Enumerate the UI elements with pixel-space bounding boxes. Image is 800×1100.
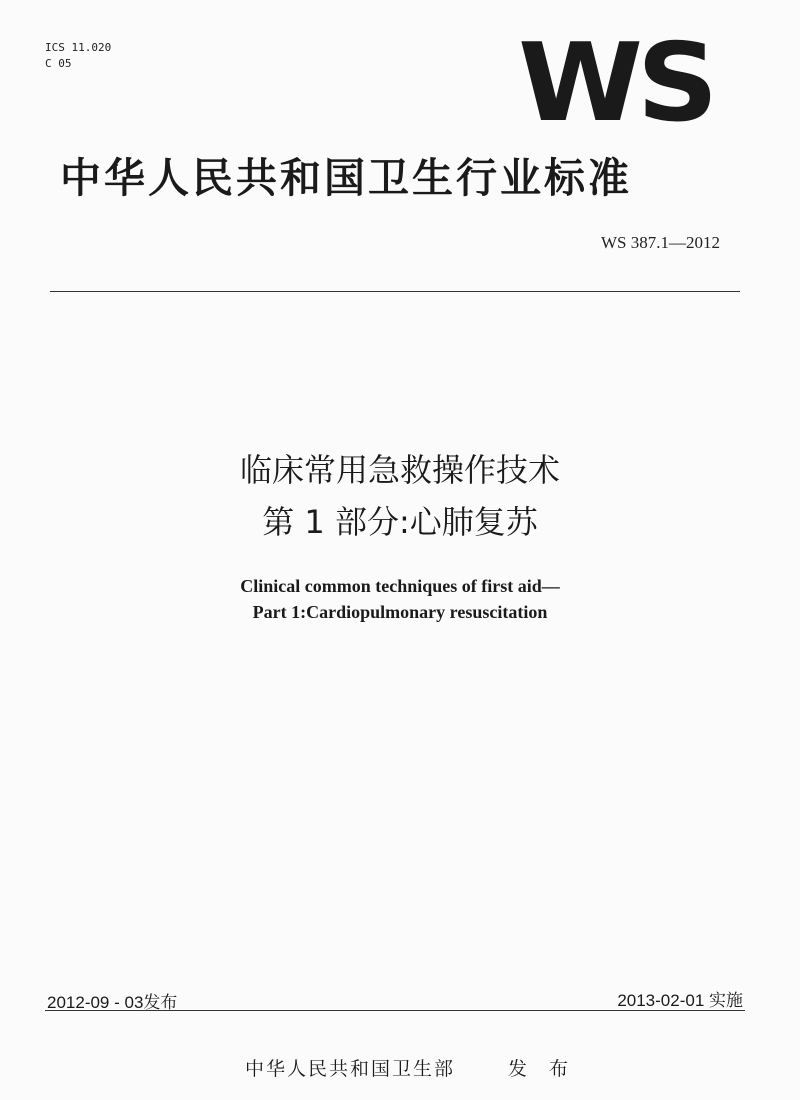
chinese-title-line-2: 第 1 部分:心肺复苏 bbox=[262, 503, 538, 541]
ics-code: ICS 11.020 bbox=[45, 41, 112, 54]
english-title-line-2: Part 1:Cardiopulmonary resuscitation bbox=[252, 602, 548, 622]
standard-number: WS 387.1—2012 bbox=[601, 233, 720, 252]
ccs-code: C 05 bbox=[45, 57, 72, 70]
chinese-title-line-1: 临床常用急救操作技术 bbox=[239, 451, 560, 489]
ws-logo: WS bbox=[518, 21, 713, 146]
classification-codes bbox=[45, 40, 111, 72]
publish-label: 发 布 bbox=[508, 1058, 577, 1080]
english-title-line-1: Clinical common techniques of first aid— bbox=[240, 576, 560, 596]
publisher-name: 中华人民共和国卫生部 bbox=[245, 1058, 456, 1080]
bottom-divider bbox=[45, 1010, 745, 1011]
top-divider bbox=[50, 291, 740, 292]
standard-category-title: 中华人民共和国卫生行业标准 bbox=[60, 154, 632, 202]
issue-date: 2012-09 - 03发布 bbox=[47, 993, 178, 1012]
effective-date: 2013-02-01 实施 bbox=[617, 991, 743, 1010]
